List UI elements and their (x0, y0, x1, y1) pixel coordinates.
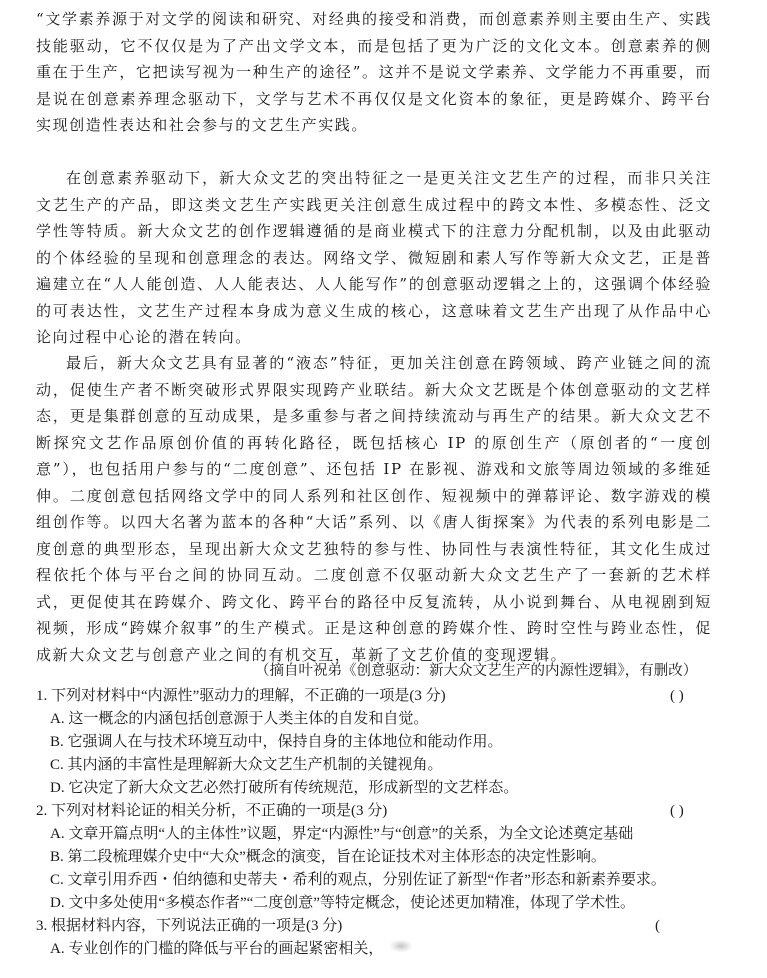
question-2-option-b: B. 第二段梳理媒介史中“大众”概念的演变，旨在论证技术对主体形态的决定性影响。 (50, 849, 606, 865)
question-1-option-d: D. 它决定了新大众文艺必然打破所有传统规范，形成新型的文艺样态。 (50, 780, 519, 796)
passage-paragraph-1: “文学素养源于对文学的阅读和研究、对经典的接受和消费，而创意素养则主要由生产、实践技能驱动，它不仅仅是为了产出文学文本，而是包括了更为广泛的文化文本。创意素养的侧重在于生产，它把读写视为一种生产的途径”。这并不是说文学素养、文学能力不再重要，而是说在创意素养理念驱动下，文学与艺术不再仅仅是文化资本的象征，更是跨媒介、跨平台实现创造性表达和社会参与的文艺生产实践。 (36, 10, 712, 134)
passage-paragraph-2: 在创意素养驱动下，新大众文艺的突出特征之一是更关注文艺生产的过程，而非只关注文艺生产的产品，即这类文艺生产实践更关注创意生成过程中的跨文本性、多模态性、泛文学性等特质。新大众文艺的创作逻辑遵循的是商业模式下的注意力分配机制，以及由此驱动的个体经验的呈现和创意理念的表达。网络文学、微短剧和素人写作等新大众文艺，正是普遍建立在“人人能创造、人人能表达、人人能写作”的创意驱动逻辑之上的，这强调个体经验的可表达性，文艺生产过程本身成为意义生成的核心，这意味着文艺生产出现了从作品中心论向过程中心论的潜在转向。 (36, 169, 712, 346)
question-1-option-c: C. 其内涵的丰富性是理解新大众文艺生产机制的关键视角。 (50, 757, 443, 773)
question-1-option-a: A. 这一概念的内涵包括创意源于人类主体的自发和自觉。 (50, 711, 429, 727)
question-1-title: 1. 下列对材料中“内源性”驱动力的理解，不正确的一项是(3 分) (36, 688, 446, 704)
ink-smudge (390, 940, 412, 952)
question-1-option-b: B. 它强调人在与技术环境互动中，保持自身的主体地位和能动作用。 (50, 734, 503, 750)
question-3-option-a: A. 专业创作的门槛的降低与平台的画起紧密相关， (50, 941, 384, 957)
question-2-answer-bracket: ( ) (670, 803, 684, 819)
question-3-answer-bracket: ( (655, 918, 660, 934)
question-2-option-d: D. 文中多处使用“多模态作者”“二度创意”等特定概念，使论述更加精准，体现了学术性。 (50, 895, 635, 911)
source-citation: （摘自叶祝弟《创意驱动：新大众文艺生产的内源性逻辑》，有删改） (255, 663, 698, 679)
question-2-option-c: C. 文章引用乔西・伯纳德和史蒂夫・希利的观点，分别佐证了新型“作者”形态和新素养要求。 (50, 872, 666, 888)
question-2-title: 2. 下列对材料论证的相关分析，不正确的一项是(3 分) (36, 803, 388, 819)
passage-paragraph-3: 最后，新大众文艺具有显著的“液态”特征，更加关注创意在跨领域、跨产业链之间的流动，促使生产者不断突破形式界限实现跨产业联结。新大众文艺既是个体创意驱动的文艺样态，更是集群创意的互动成果，是多重参与者之间持续流动与再生产的结果。新大众文艺不断探究文艺作品原创价值的再转化路径，既包括核心 IP 的原创生产（原创者的“一度创意”），也包括用户参与的“二度创意”、还包括 IP 在影视、游戏和文旅等周边领域的多维延伸。二度创意包括网络文学中的同人系列和社区创作、短视频中的弹幕评论、数字游戏的模组创作等。以四大名著为蓝本的各种“大话”系列、以《唐人街探案》为代表的系列电影是二度创意的典型形态，呈现出新大众文艺独特的参与性、协同性与表演性特征，其文化生成过程依托个体与平台之间的协同互动。二度创意不仅驱动新大众文艺生产了一套新的艺术样式，更促使其在跨媒介、跨文化、跨平台的路径中反复流转，从小说到舞台、从电视剧到短视频，形成“跨媒介叙事”的生产模式。正是这种创意的跨媒介性、跨时空性与跨业态性，促成新大众文艺与创意产业之间的有机交互，革新了文艺价值的变现逻辑。 (36, 354, 712, 664)
question-3-title: 3. 根据材料内容，下列说法正确的一项是(3 分) (36, 918, 343, 934)
question-2-option-a: A. 文章开篇点明“人的主体性”议题，界定“内源性”与“创意”的关系，为全文论述奠定基础 (50, 826, 634, 842)
question-1-answer-bracket: ( ) (670, 688, 684, 704)
